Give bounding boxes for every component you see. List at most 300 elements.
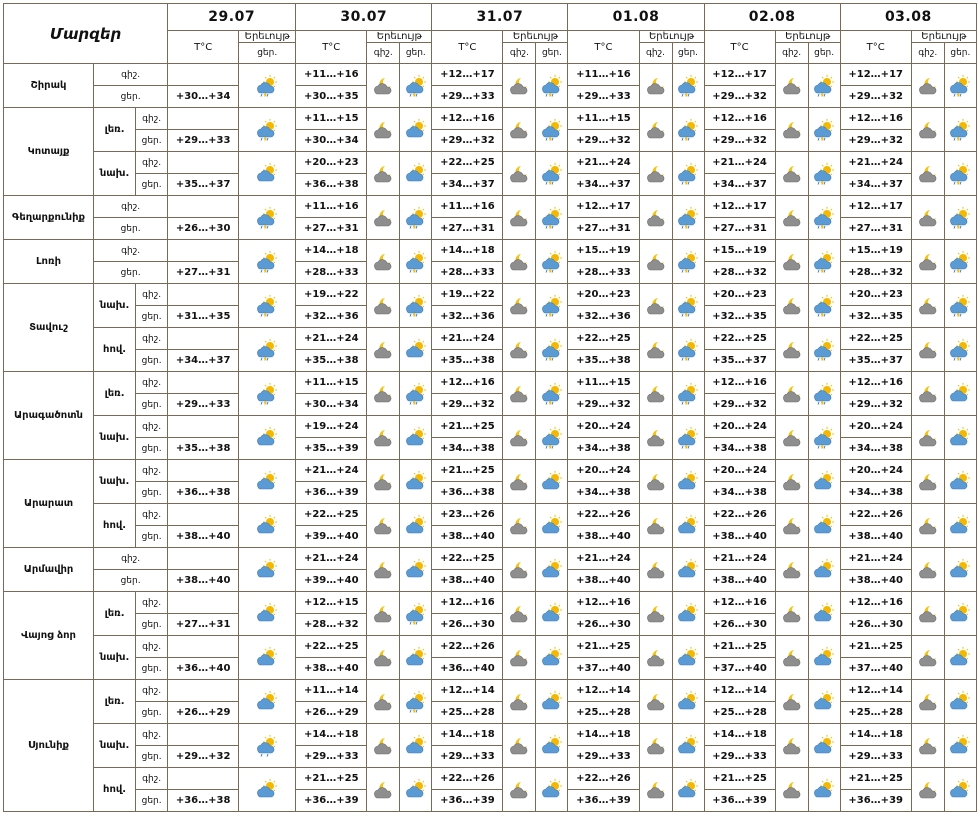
sun-cloud-icon <box>944 768 976 812</box>
moon-cloud-icon <box>911 460 944 504</box>
temp-night: +20…+24 <box>568 416 639 438</box>
temp-day: +30…+34 <box>296 394 367 416</box>
sun-cloud-rain-thunder-icon <box>944 328 976 372</box>
weather-header: Երեւույթ <box>639 31 704 43</box>
temp-night: +20…+23 <box>568 284 639 306</box>
temp-day: +35…+37 <box>704 350 775 372</box>
temp-day: +26…+30 <box>840 614 911 636</box>
weather-header: Երեւույթ <box>911 31 976 43</box>
sun-cloud-rain-thunder-icon <box>808 328 840 372</box>
sun-cloud-rain-thunder-icon <box>400 196 432 240</box>
time-of-day-night: գիշ. <box>136 768 168 790</box>
moon-cloud-icon <box>775 152 808 196</box>
temp-day: +38…+40 <box>432 526 503 548</box>
temp-night: +22…+25 <box>296 636 367 658</box>
temp-night: +20…+24 <box>704 460 775 482</box>
header-title: Մարզեր <box>4 4 168 64</box>
temp-header: T°C <box>704 31 775 64</box>
sun-cloud-rain-thunder-icon <box>239 328 296 372</box>
temp-day: +36…+39 <box>568 790 639 812</box>
temp-night: +15…+19 <box>568 240 639 262</box>
time-of-day-night: գիշ. <box>94 64 168 86</box>
temp-day: +37…+40 <box>840 658 911 680</box>
temp-day: +35…+38 <box>296 350 367 372</box>
temp-day: +38…+40 <box>704 570 775 592</box>
sun-cloud-rain-thunder-icon <box>944 284 976 328</box>
temp-night: +12…+17 <box>432 64 503 86</box>
temp-night: +12…+17 <box>840 196 911 218</box>
temp-night: +11…+16 <box>296 196 367 218</box>
time-of-day-day: ցեր. <box>136 130 168 152</box>
time-of-day-night: գիշ. <box>136 416 168 438</box>
moon-cloud-icon <box>639 284 672 328</box>
moon-cloud-icon <box>503 548 536 592</box>
moon-cloud-icon <box>911 328 944 372</box>
temp-day: +29…+33 <box>568 746 639 768</box>
sun-cloud-rain-thunder-icon <box>672 328 704 372</box>
sun-cloud-icon <box>239 460 296 504</box>
temp-day: +29…+32 <box>840 86 911 108</box>
temp-night: +20…+24 <box>840 460 911 482</box>
sun-cloud-icon <box>400 460 432 504</box>
temp-night: +15…+19 <box>704 240 775 262</box>
moon-cloud-icon <box>775 724 808 768</box>
subregion-label: լեռ. <box>94 592 136 636</box>
temp-day: +38…+40 <box>168 526 239 548</box>
moon-cloud-icon <box>503 416 536 460</box>
temp-day: +29…+32 <box>704 130 775 152</box>
time-of-day-day: ցեր. <box>136 746 168 768</box>
time-of-day-day: ցեր. <box>136 174 168 196</box>
moon-cloud-icon <box>775 636 808 680</box>
temp-day: +28…+33 <box>432 262 503 284</box>
temp-day: +38…+40 <box>432 570 503 592</box>
subregion-label: նախ. <box>94 636 136 680</box>
temp-day: +35…+37 <box>168 174 239 196</box>
sun-cloud-icon <box>536 592 568 636</box>
moon-cloud-icon <box>911 416 944 460</box>
temp-night: +22…+26 <box>568 768 639 790</box>
moon-cloud-icon <box>639 636 672 680</box>
sun-cloud-icon <box>944 416 976 460</box>
temp-day: +28…+32 <box>704 262 775 284</box>
moon-cloud-icon <box>639 416 672 460</box>
sun-cloud-rain-thunder-icon <box>672 196 704 240</box>
temp-night: +12…+14 <box>568 680 639 702</box>
temp-day: +36…+39 <box>840 790 911 812</box>
temp-night: +20…+23 <box>840 284 911 306</box>
table-row <box>4 460 977 482</box>
moon-cloud-icon <box>367 372 400 416</box>
sun-cloud-rain-thunder-icon <box>536 284 568 328</box>
moon-cloud-icon <box>503 328 536 372</box>
sun-cloud-rain-thunder-icon <box>808 196 840 240</box>
temp-day: +36…+38 <box>168 790 239 812</box>
moon-cloud-icon <box>367 504 400 548</box>
temp-night-empty <box>168 592 239 614</box>
sun-cloud-icon <box>239 416 296 460</box>
temp-day: +32…+36 <box>432 306 503 328</box>
temp-day: +32…+35 <box>840 306 911 328</box>
temp-night: +23…+26 <box>432 504 503 526</box>
sun-cloud-rain-thunder-icon <box>808 152 840 196</box>
moon-cloud-icon <box>911 680 944 724</box>
temp-day: +29…+32 <box>704 86 775 108</box>
temp-night: +11…+15 <box>296 372 367 394</box>
moon-cloud-icon <box>639 680 672 724</box>
moon-cloud-icon <box>639 372 672 416</box>
subregion-label: հով. <box>94 328 136 372</box>
sun-cloud-icon <box>944 636 976 680</box>
temp-night: +20…+23 <box>296 152 367 174</box>
temp-header: T°C <box>432 31 503 64</box>
sun-cloud-icon <box>944 504 976 548</box>
temp-day: +29…+33 <box>568 86 639 108</box>
temp-day: +29…+33 <box>704 746 775 768</box>
date-header: 03.08 <box>840 4 976 31</box>
sun-cloud-icon <box>808 636 840 680</box>
temp-day: +34…+37 <box>432 174 503 196</box>
weather-night-header: գիշ. <box>367 43 400 64</box>
temp-day: +26…+29 <box>168 702 239 724</box>
temp-day: +38…+40 <box>568 526 639 548</box>
date-header: 01.08 <box>568 4 704 31</box>
temp-night: +12…+16 <box>840 372 911 394</box>
time-of-day-day: ցեր. <box>136 482 168 504</box>
sun-cloud-icon <box>239 636 296 680</box>
temp-night: +11…+16 <box>432 196 503 218</box>
temp-night: +14…+18 <box>296 724 367 746</box>
sun-cloud-rain-thunder-icon <box>672 108 704 152</box>
temp-day: +29…+33 <box>168 130 239 152</box>
temp-night: +12…+14 <box>840 680 911 702</box>
sun-cloud-icon <box>400 416 432 460</box>
temp-day: +27…+31 <box>168 614 239 636</box>
temp-day: +29…+32 <box>568 394 639 416</box>
sun-cloud-icon <box>672 548 704 592</box>
sun-cloud-icon <box>400 152 432 196</box>
weather-header: Երեւույթ <box>239 31 296 43</box>
sun-cloud-rain-thunder-icon <box>944 64 976 108</box>
moon-cloud-icon <box>639 548 672 592</box>
table-row <box>4 768 977 790</box>
moon-cloud-icon <box>503 196 536 240</box>
temp-day: +34…+37 <box>704 174 775 196</box>
sun-cloud-icon <box>944 548 976 592</box>
sun-cloud-rain-thunder-icon <box>400 680 432 724</box>
temp-day: +38…+40 <box>568 570 639 592</box>
moon-cloud-icon <box>775 680 808 724</box>
temp-night: +12…+16 <box>840 108 911 130</box>
table-row <box>4 152 977 174</box>
temp-header: T°C <box>296 31 367 64</box>
temp-day: +30…+34 <box>168 86 239 108</box>
temp-day: +37…+40 <box>704 658 775 680</box>
temp-night: +22…+25 <box>568 328 639 350</box>
weather-night-header: գիշ. <box>775 43 808 64</box>
sun-cloud-icon <box>944 592 976 636</box>
weather-day-header: ցեր. <box>808 43 840 64</box>
sun-cloud-icon <box>400 108 432 152</box>
temp-night: +22…+26 <box>432 768 503 790</box>
temp-day: +38…+40 <box>168 570 239 592</box>
table-row <box>4 592 977 614</box>
weather-day-header: ցեր. <box>536 43 568 64</box>
sun-cloud-rain-thunder-icon <box>808 108 840 152</box>
date-header: 29.07 <box>168 4 296 31</box>
table-row <box>4 328 977 350</box>
moon-cloud-icon <box>911 636 944 680</box>
sun-cloud-rain-thunder-icon <box>400 64 432 108</box>
temp-night-empty <box>168 196 239 218</box>
moon-cloud-icon <box>775 768 808 812</box>
sun-cloud-icon <box>672 724 704 768</box>
sun-cloud-rain-thunder-icon <box>239 64 296 108</box>
time-of-day-day: ցեր. <box>136 790 168 812</box>
sun-cloud-rain-thunder-icon <box>400 240 432 284</box>
temp-night: +12…+14 <box>432 680 503 702</box>
subregion-label: լեռ. <box>94 372 136 416</box>
temp-night: +20…+24 <box>704 416 775 438</box>
temp-night: +14…+18 <box>432 724 503 746</box>
temp-day: +28…+33 <box>568 262 639 284</box>
sun-cloud-icon <box>400 768 432 812</box>
sun-cloud-rain-thunder-icon <box>400 592 432 636</box>
temp-day: +38…+40 <box>840 570 911 592</box>
weather-night-header: գիշ. <box>911 43 944 64</box>
time-of-day-day: ցեր. <box>136 614 168 636</box>
sun-cloud-rain-icon <box>239 724 296 768</box>
table-row <box>4 636 977 658</box>
temp-night: +12…+14 <box>704 680 775 702</box>
temp-night: +14…+18 <box>432 240 503 262</box>
temp-day: +35…+39 <box>296 438 367 460</box>
temp-day: +29…+32 <box>840 394 911 416</box>
moon-cloud-icon <box>503 460 536 504</box>
sun-cloud-icon <box>672 680 704 724</box>
table-row <box>4 680 977 702</box>
sun-cloud-icon <box>672 504 704 548</box>
subregion-label: նախ. <box>94 724 136 768</box>
temp-night: +21…+25 <box>840 636 911 658</box>
region-name: Արմավիր <box>4 548 94 592</box>
temp-night: +22…+25 <box>432 152 503 174</box>
temp-night: +12…+17 <box>840 64 911 86</box>
temp-day: +29…+33 <box>840 746 911 768</box>
time-of-day-night: գիշ. <box>136 284 168 306</box>
temp-day: +29…+33 <box>168 394 239 416</box>
sun-cloud-icon <box>536 460 568 504</box>
temp-day: +34…+37 <box>568 174 639 196</box>
temp-day: +34…+37 <box>168 350 239 372</box>
temp-day: +30…+34 <box>296 130 367 152</box>
temp-night: +11…+14 <box>296 680 367 702</box>
sun-cloud-icon <box>808 460 840 504</box>
subregion-label: հով. <box>94 768 136 812</box>
time-of-day-day: ցեր. <box>94 262 168 284</box>
sun-cloud-rain-thunder-icon <box>944 240 976 284</box>
temp-night: +14…+18 <box>296 240 367 262</box>
moon-cloud-icon <box>367 592 400 636</box>
time-of-day-night: գիշ. <box>136 460 168 482</box>
time-of-day-night: գիշ. <box>136 724 168 746</box>
moon-cloud-icon <box>775 64 808 108</box>
moon-cloud-icon <box>367 152 400 196</box>
time-of-day-day: ցեր. <box>136 702 168 724</box>
temp-day: +28…+32 <box>840 262 911 284</box>
sun-cloud-rain-thunder-icon <box>536 240 568 284</box>
time-of-day-day: ցեր. <box>136 306 168 328</box>
region-name: Տավուշ <box>4 284 94 372</box>
sun-cloud-icon <box>944 724 976 768</box>
temp-night-empty <box>168 372 239 394</box>
sun-cloud-icon <box>944 372 976 416</box>
temp-day: +36…+38 <box>168 482 239 504</box>
temp-night: +21…+25 <box>296 768 367 790</box>
temp-night: +21…+25 <box>704 768 775 790</box>
sun-cloud-rain-thunder-icon <box>672 152 704 196</box>
temp-night: +12…+16 <box>840 592 911 614</box>
sun-cloud-icon <box>808 548 840 592</box>
moon-cloud-icon <box>911 284 944 328</box>
subregion-label: հով. <box>94 504 136 548</box>
temp-day: +34…+38 <box>432 438 503 460</box>
temp-night: +12…+17 <box>704 64 775 86</box>
temp-night: +20…+23 <box>704 284 775 306</box>
moon-cloud-icon <box>367 416 400 460</box>
time-of-day-day: ցեր. <box>94 570 168 592</box>
moon-cloud-icon <box>639 328 672 372</box>
temp-night: +11…+16 <box>296 64 367 86</box>
sun-cloud-icon <box>400 328 432 372</box>
sun-cloud-rain-thunder-icon <box>400 372 432 416</box>
subregion-label: նախ. <box>94 460 136 504</box>
time-of-day-night: գիշ. <box>136 328 168 350</box>
temp-night: +19…+24 <box>296 416 367 438</box>
sun-cloud-rain-thunder-icon <box>808 64 840 108</box>
table-row <box>4 724 977 746</box>
sun-cloud-rain-thunder-icon <box>239 284 296 328</box>
weather-header: Երեւույթ <box>503 31 568 43</box>
temp-day: +27…+31 <box>432 218 503 240</box>
sun-cloud-icon <box>239 592 296 636</box>
moon-cloud-icon <box>503 724 536 768</box>
table-row <box>4 416 977 438</box>
moon-cloud-icon <box>503 64 536 108</box>
moon-cloud-icon <box>367 460 400 504</box>
moon-cloud-icon <box>367 196 400 240</box>
temp-day: +30…+35 <box>296 86 367 108</box>
date-header: 02.08 <box>704 4 840 31</box>
sun-cloud-icon <box>672 592 704 636</box>
moon-cloud-icon <box>503 108 536 152</box>
sun-cloud-icon <box>536 768 568 812</box>
time-of-day-day: ցեր. <box>136 438 168 460</box>
temp-night: +22…+25 <box>296 504 367 526</box>
time-of-day-day: ցեր. <box>94 86 168 108</box>
moon-cloud-icon <box>775 504 808 548</box>
sun-cloud-icon <box>239 680 296 724</box>
sun-cloud-rain-thunder-icon <box>672 284 704 328</box>
temp-day: +36…+40 <box>168 658 239 680</box>
temp-night: +22…+26 <box>432 636 503 658</box>
moon-cloud-icon <box>639 592 672 636</box>
region-name: Շիրակ <box>4 64 94 108</box>
moon-cloud-icon <box>367 64 400 108</box>
sun-cloud-rain-thunder-icon <box>672 372 704 416</box>
moon-cloud-icon <box>503 284 536 328</box>
moon-cloud-icon <box>503 768 536 812</box>
sun-cloud-icon <box>672 460 704 504</box>
moon-cloud-icon <box>639 724 672 768</box>
temp-night: +14…+18 <box>568 724 639 746</box>
temp-day: +31…+35 <box>168 306 239 328</box>
moon-cloud-icon <box>639 460 672 504</box>
sun-cloud-rain-thunder-icon <box>672 240 704 284</box>
moon-cloud-icon <box>775 460 808 504</box>
moon-cloud-icon <box>367 284 400 328</box>
temp-night-empty <box>168 108 239 130</box>
moon-cloud-icon <box>503 152 536 196</box>
table-row <box>4 548 977 570</box>
sun-cloud-rain-thunder-icon <box>944 196 976 240</box>
temp-night-empty <box>168 460 239 482</box>
temp-day: +32…+35 <box>704 306 775 328</box>
temp-day: +29…+33 <box>432 86 503 108</box>
sun-cloud-rain-thunder-icon <box>400 284 432 328</box>
temp-night: +21…+24 <box>296 548 367 570</box>
temp-night: +22…+26 <box>568 504 639 526</box>
temp-day: +27…+31 <box>704 218 775 240</box>
temp-header: T°C <box>840 31 911 64</box>
temp-day: +27…+31 <box>840 218 911 240</box>
temp-night: +22…+25 <box>432 548 503 570</box>
weather-day-header: ցեր. <box>944 43 976 64</box>
sun-cloud-rain-thunder-icon <box>808 416 840 460</box>
temp-day: +38…+40 <box>840 526 911 548</box>
temp-day: +29…+32 <box>432 130 503 152</box>
moon-cloud-icon <box>639 196 672 240</box>
moon-cloud-icon <box>503 592 536 636</box>
temp-night: +21…+24 <box>296 328 367 350</box>
table-row <box>4 504 977 526</box>
temp-night: +21…+25 <box>568 636 639 658</box>
temp-day: +25…+28 <box>432 702 503 724</box>
temp-day: +34…+38 <box>704 438 775 460</box>
temp-night: +15…+19 <box>840 240 911 262</box>
time-of-day-night: գիշ. <box>136 636 168 658</box>
region-name: Սյունիք <box>4 680 94 812</box>
region-name: Լոռի <box>4 240 94 284</box>
moon-cloud-icon <box>775 592 808 636</box>
time-of-day-night: գիշ. <box>136 592 168 614</box>
sun-cloud-icon <box>672 636 704 680</box>
sun-cloud-rain-thunder-icon <box>672 64 704 108</box>
sun-cloud-icon <box>944 680 976 724</box>
moon-cloud-icon <box>639 504 672 548</box>
temp-night-empty <box>168 240 239 262</box>
sun-cloud-rain-thunder-icon <box>239 372 296 416</box>
sun-cloud-rain-thunder-icon <box>536 372 568 416</box>
temp-night-empty <box>168 284 239 306</box>
temp-night: +11…+16 <box>568 64 639 86</box>
time-of-day-night: գիշ. <box>94 240 168 262</box>
temp-day: +32…+36 <box>568 306 639 328</box>
time-of-day-night: գիշ. <box>136 372 168 394</box>
sun-cloud-icon <box>239 768 296 812</box>
sun-cloud-rain-thunder-icon <box>239 108 296 152</box>
temp-day: +36…+39 <box>432 790 503 812</box>
